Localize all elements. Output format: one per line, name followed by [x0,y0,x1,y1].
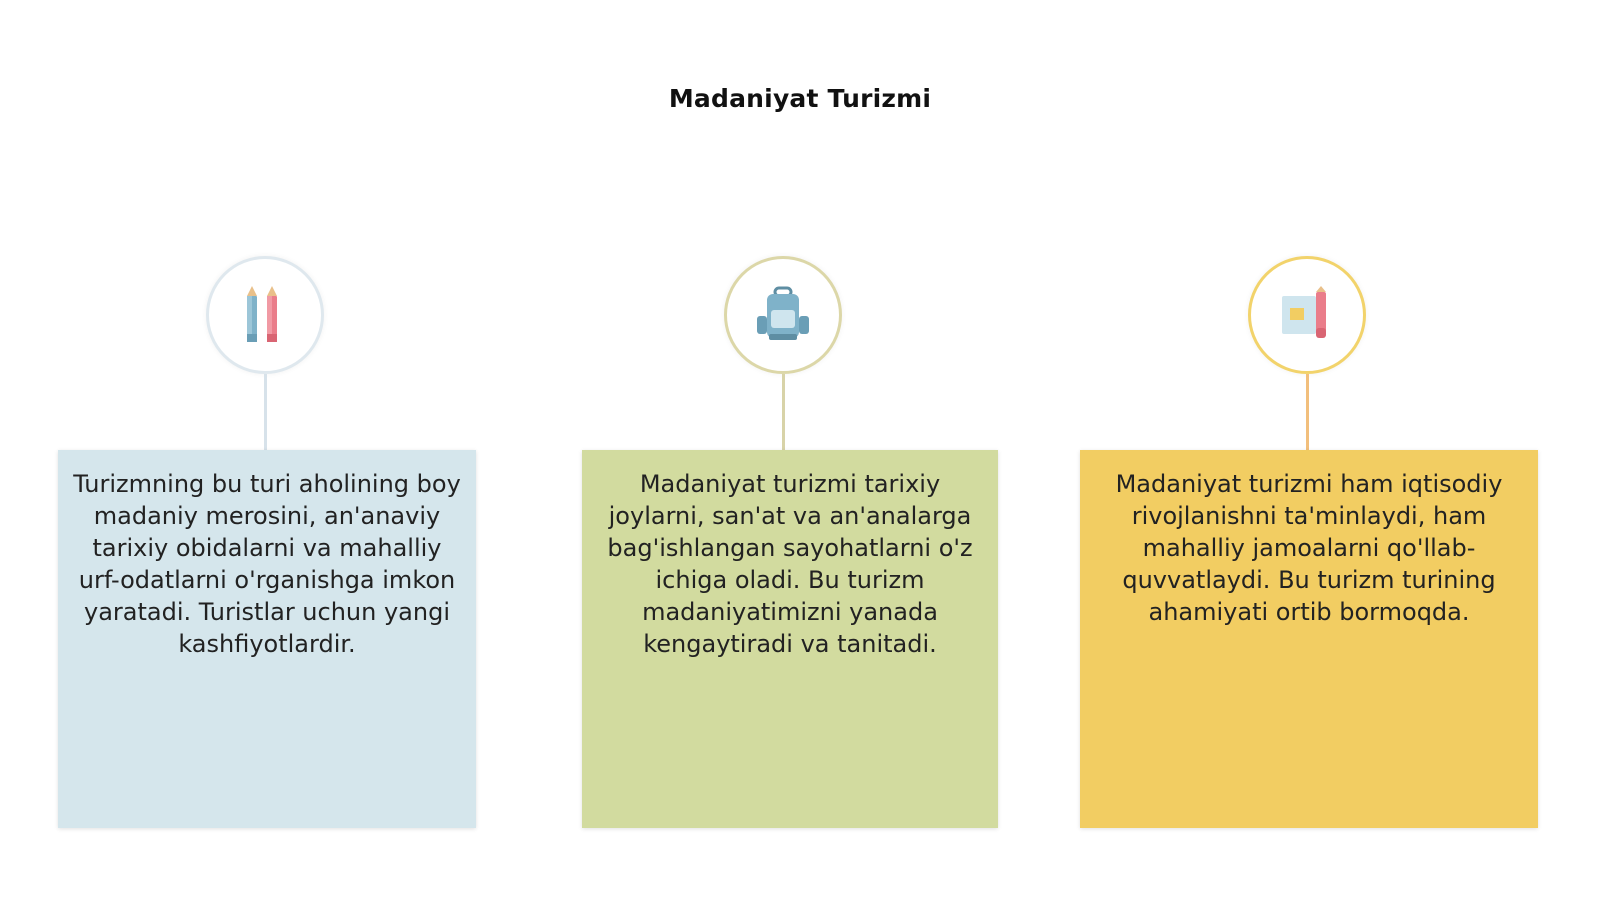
card-1 [58,450,476,828]
card-3 [1080,450,1538,828]
backpack-icon [751,284,815,346]
icon-circle-1 [206,256,324,374]
icon-circle-2 [724,256,842,374]
icon-circle-3 [1248,256,1366,374]
pencils-icon [235,282,295,348]
connector-line-2 [782,374,785,450]
connector-line-3 [1306,374,1309,450]
card-2-text: Madaniyat turizmi tarixiy joylarni, san'at va an'analarga bag'ishlangan sayohatlarni o'z ichiga oladi. Bu turizm madaniyatimizni yanada kengaytiradi va tanitadi. [607,470,973,658]
card-3-text: Madaniyat turizmi ham iqtisodiy rivojlanishni ta'minlaydi, ham mahalliy jamoalarni qo'llab-quvvatlaydi. Bu turizm turining ahamiyati ortib bormoqda. [1115,470,1503,626]
page-title: Madaniyat Turizmi [668,84,932,113]
connector-line-1 [264,374,267,450]
drawing-icon [1276,284,1338,346]
card-2 [582,450,998,828]
card-1-text: Turizmning bu turi aholining boy madaniy merosini, an'anaviy tarixiy obidalarni va mahalliy urf-odatlarni o'rganishga imkon yaratadi. Turistlar uchun yangi kashfiyotlardir. [73,470,461,658]
